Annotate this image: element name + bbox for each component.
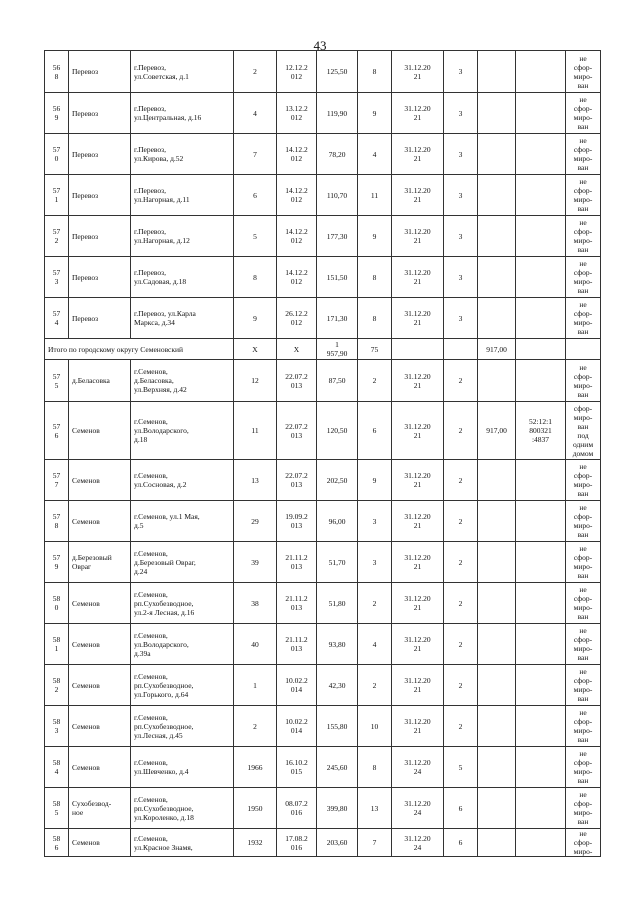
total-status-cell (566, 339, 601, 360)
table-row (45, 829, 601, 857)
residents-cell: 8 (358, 747, 392, 788)
row-number-cell: 58 0 (45, 583, 69, 624)
cadastral-cell (516, 51, 566, 93)
cadastral-cell (516, 829, 566, 857)
value-cell (478, 360, 516, 402)
number-cell: 5 (234, 216, 277, 257)
status-cell: не сфор- миро- ван (566, 747, 601, 788)
status-cell: не сфор- миро- ван (566, 788, 601, 829)
settlement-cell: д.Беласовка (69, 360, 131, 402)
row-number-cell: 58 2 (45, 665, 69, 706)
area-cell: 87,50 (317, 360, 358, 402)
date-cell: 21.11.2 013 (277, 624, 317, 665)
status-cell: не сфор- миро- ван (566, 624, 601, 665)
table-row (45, 460, 601, 501)
residents-cell: 9 (358, 460, 392, 501)
settlement-cell: Семенов (69, 706, 131, 747)
table-row (45, 624, 601, 665)
deadline-cell: 31.12.20 21 (392, 51, 444, 93)
area-cell: 51,70 (317, 542, 358, 583)
row-number-cell: 57 8 (45, 501, 69, 542)
date-cell: 10.02.2 014 (277, 665, 317, 706)
area-cell: 399,80 (317, 788, 358, 829)
deadline-cell: 31.12.20 21 (392, 583, 444, 624)
number-cell: 6 (234, 175, 277, 216)
stage-cell: 2 (444, 542, 478, 583)
area-cell: 96,00 (317, 501, 358, 542)
area-cell: 119,90 (317, 93, 358, 134)
address-cell: г.Семенов, ул.Володарского, д.18 (131, 402, 234, 460)
deadline-cell: 31.12.20 21 (392, 134, 444, 175)
table-row (45, 542, 601, 583)
cadastral-cell (516, 216, 566, 257)
status-cell: не сфор- миро- (566, 829, 601, 857)
date-cell: 19.09.2 013 (277, 501, 317, 542)
number-cell: 12 (234, 360, 277, 402)
address-cell: г.Семенов, ул.Красное Знамя, (131, 829, 234, 857)
value-cell (478, 829, 516, 857)
settlement-cell: Семенов (69, 402, 131, 460)
number-cell: 29 (234, 501, 277, 542)
value-cell: 917,00 (478, 402, 516, 460)
number-cell: 8 (234, 257, 277, 298)
area-cell: 151,50 (317, 257, 358, 298)
status-cell: не сфор- миро- ван (566, 51, 601, 93)
date-cell: 12.12.2 012 (277, 51, 317, 93)
status-cell: не сфор- миро- ван (566, 257, 601, 298)
number-cell: 9 (234, 298, 277, 339)
address-cell: г.Семенов, ул.Володарского, д.39а (131, 624, 234, 665)
deadline-cell: 31.12.20 21 (392, 542, 444, 583)
value-cell (478, 665, 516, 706)
table-row (45, 747, 601, 788)
row-number-cell: 57 9 (45, 542, 69, 583)
area-cell: 155,80 (317, 706, 358, 747)
cadastral-cell (516, 747, 566, 788)
deadline-cell: 31.12.20 21 (392, 257, 444, 298)
number-cell: 13 (234, 460, 277, 501)
date-cell: 22.07.2 013 (277, 360, 317, 402)
deadline-cell: 31.12.20 21 (392, 93, 444, 134)
deadline-cell: 31.12.20 24 (392, 747, 444, 788)
area-cell: 202,50 (317, 460, 358, 501)
residents-cell: 10 (358, 706, 392, 747)
deadline-cell: 31.12.20 21 (392, 501, 444, 542)
address-cell: г.Перевоз, ул.Нагорная, д.12 (131, 216, 234, 257)
deadline-cell: 31.12.20 21 (392, 360, 444, 402)
table-row (45, 501, 601, 542)
table-row (45, 93, 601, 134)
date-cell: 14.12.2 012 (277, 175, 317, 216)
residents-cell: 11 (358, 175, 392, 216)
total-row (45, 339, 601, 360)
value-cell (478, 298, 516, 339)
date-cell: 22.07.2 013 (277, 460, 317, 501)
residents-cell: 9 (358, 216, 392, 257)
table-body (45, 51, 601, 857)
deadline-cell: 31.12.20 21 (392, 175, 444, 216)
row-number-cell: 57 6 (45, 402, 69, 460)
address-cell: г.Семенов, рп.Сухобезводное, ул.Лесная, д.45 (131, 706, 234, 747)
status-cell: не сфор- миро- ван (566, 134, 601, 175)
table-row (45, 216, 601, 257)
value-cell (478, 706, 516, 747)
total-cadastral-cell (516, 339, 566, 360)
cadastral-cell (516, 298, 566, 339)
address-cell: г.Семенов, ул.Сосновая, д.2 (131, 460, 234, 501)
number-cell: 39 (234, 542, 277, 583)
settlement-cell: Перевоз (69, 51, 131, 93)
row-number-cell: 56 9 (45, 93, 69, 134)
date-cell: 14.12.2 012 (277, 216, 317, 257)
area-cell: 78,20 (317, 134, 358, 175)
address-cell: г.Семенов, рп.Сухобезводное, ул.Короленко, д.18 (131, 788, 234, 829)
area-cell: 110,70 (317, 175, 358, 216)
status-cell: не сфор- миро- ван (566, 583, 601, 624)
table-row (45, 134, 601, 175)
row-number-cell: 58 3 (45, 706, 69, 747)
value-cell (478, 624, 516, 665)
address-cell: г.Перевоз, ул.Нагорная, д.11 (131, 175, 234, 216)
date-cell: 13.12.2 012 (277, 93, 317, 134)
status-cell: не сфор- миро- ван (566, 665, 601, 706)
stage-cell: 5 (444, 747, 478, 788)
table-row (45, 51, 601, 93)
area-cell: 177,30 (317, 216, 358, 257)
row-number-cell: 57 2 (45, 216, 69, 257)
housing-table (44, 50, 601, 857)
number-cell: 1966 (234, 747, 277, 788)
value-cell (478, 788, 516, 829)
value-cell (478, 460, 516, 501)
area-cell: 203,60 (317, 829, 358, 857)
status-cell: не сфор- миро- ван (566, 360, 601, 402)
value-cell (478, 257, 516, 298)
address-cell: г.Перевоз, ул.Советская, д.1 (131, 51, 234, 93)
date-cell: 10.02.2 014 (277, 706, 317, 747)
address-cell: г.Перевоз, ул.Садовая, д.18 (131, 257, 234, 298)
date-cell: 14.12.2 012 (277, 257, 317, 298)
date-cell: 16.10.2 015 (277, 747, 317, 788)
row-number-cell: 58 5 (45, 788, 69, 829)
status-cell: не сфор- миро- ван (566, 93, 601, 134)
stage-cell: 2 (444, 706, 478, 747)
settlement-cell: Перевоз (69, 298, 131, 339)
total-date-cell: X (277, 339, 317, 360)
residents-cell: 2 (358, 583, 392, 624)
area-cell: 42,30 (317, 665, 358, 706)
settlement-cell: Перевоз (69, 134, 131, 175)
deadline-cell: 31.12.20 24 (392, 788, 444, 829)
cadastral-cell (516, 460, 566, 501)
area-cell: 171,30 (317, 298, 358, 339)
cadastral-cell (516, 583, 566, 624)
stage-cell: 3 (444, 298, 478, 339)
area-cell: 120,50 (317, 402, 358, 460)
value-cell (478, 51, 516, 93)
value-cell (478, 542, 516, 583)
settlement-cell: Семенов (69, 665, 131, 706)
cadastral-cell (516, 501, 566, 542)
cadastral-cell (516, 93, 566, 134)
cadastral-cell (516, 665, 566, 706)
total-deadline-cell (392, 339, 444, 360)
date-cell: 21.11.2 013 (277, 583, 317, 624)
stage-cell: 3 (444, 93, 478, 134)
stage-cell: 2 (444, 360, 478, 402)
deadline-cell: 31.12.20 21 (392, 460, 444, 501)
row-number-cell: 57 1 (45, 175, 69, 216)
deadline-cell: 31.12.20 21 (392, 665, 444, 706)
stage-cell: 3 (444, 134, 478, 175)
residents-cell: 8 (358, 257, 392, 298)
table-row (45, 402, 601, 460)
date-cell: 26.12.2 012 (277, 298, 317, 339)
date-cell: 08.07.2 016 (277, 788, 317, 829)
settlement-cell: Перевоз (69, 93, 131, 134)
address-cell: г.Перевоз, ул.Центральная, д.16 (131, 93, 234, 134)
table-row (45, 665, 601, 706)
number-cell: 1950 (234, 788, 277, 829)
settlement-cell: Перевоз (69, 216, 131, 257)
row-number-cell: 58 1 (45, 624, 69, 665)
status-cell: не сфор- миро- ван (566, 706, 601, 747)
area-cell: 51,80 (317, 583, 358, 624)
settlement-cell: Семенов (69, 501, 131, 542)
deadline-cell: 31.12.20 21 (392, 624, 444, 665)
date-cell: 21.11.2 013 (277, 542, 317, 583)
number-cell: 1932 (234, 829, 277, 857)
row-number-cell: 57 4 (45, 298, 69, 339)
deadline-cell: 31.12.20 21 (392, 298, 444, 339)
deadline-cell: 31.12.20 24 (392, 829, 444, 857)
value-cell (478, 93, 516, 134)
number-cell: 1 (234, 665, 277, 706)
cadastral-cell (516, 175, 566, 216)
number-cell: 7 (234, 134, 277, 175)
row-number-cell: 58 6 (45, 829, 69, 857)
status-cell: не сфор- миро- ван (566, 298, 601, 339)
status-cell: не сфор- миро- ван (566, 501, 601, 542)
stage-cell: 6 (444, 829, 478, 857)
stage-cell: 2 (444, 460, 478, 501)
page-number: 43 (313, 38, 327, 53)
cadastral-cell (516, 257, 566, 298)
cadastral-cell (516, 542, 566, 583)
deadline-cell: 31.12.20 21 (392, 402, 444, 460)
stage-cell: 2 (444, 665, 478, 706)
residents-cell: 3 (358, 501, 392, 542)
status-cell: не сфор- миро- ван (566, 216, 601, 257)
address-cell: г.Семенов, д.Беласовка, ул.Верхняя, д.42 (131, 360, 234, 402)
stage-cell: 2 (444, 583, 478, 624)
residents-cell: 9 (358, 93, 392, 134)
value-cell (478, 583, 516, 624)
settlement-cell: Перевоз (69, 175, 131, 216)
settlement-cell: д.Березовый Овраг (69, 542, 131, 583)
stage-cell: 2 (444, 624, 478, 665)
table-row (45, 583, 601, 624)
residents-cell: 7 (358, 829, 392, 857)
address-cell: г.Семенов, д.Березовый Овраг, д.24 (131, 542, 234, 583)
date-cell: 14.12.2 012 (277, 134, 317, 175)
total-area-cell: 1 957,90 (317, 339, 358, 360)
address-cell: г.Перевоз, ул.Карла Маркса, д.34 (131, 298, 234, 339)
row-number-cell: 57 0 (45, 134, 69, 175)
table-row (45, 788, 601, 829)
settlement-cell: Семенов (69, 829, 131, 857)
number-cell: 2 (234, 51, 277, 93)
deadline-cell: 31.12.20 21 (392, 216, 444, 257)
number-cell: 2 (234, 706, 277, 747)
residents-cell: 2 (358, 360, 392, 402)
settlement-cell: Семенов (69, 747, 131, 788)
stage-cell: 2 (444, 402, 478, 460)
area-cell: 93,80 (317, 624, 358, 665)
total-number-cell: X (234, 339, 277, 360)
stage-cell: 3 (444, 257, 478, 298)
number-cell: 40 (234, 624, 277, 665)
table-row (45, 360, 601, 402)
date-cell: 17.08.2 016 (277, 829, 317, 857)
address-cell: г.Семенов, ул.Шевченко, д.4 (131, 747, 234, 788)
value-cell (478, 501, 516, 542)
cadastral-cell (516, 788, 566, 829)
status-cell: не сфор- миро- ван (566, 460, 601, 501)
value-cell (478, 747, 516, 788)
residents-cell: 8 (358, 51, 392, 93)
area-cell: 125,50 (317, 51, 358, 93)
residents-cell: 13 (358, 788, 392, 829)
residents-cell: 8 (358, 298, 392, 339)
stage-cell: 6 (444, 788, 478, 829)
value-cell (478, 134, 516, 175)
address-cell: г.Семенов, рп.Сухобезводное, ул.2-я Лесная, д.16 (131, 583, 234, 624)
number-cell: 38 (234, 583, 277, 624)
stage-cell: 3 (444, 51, 478, 93)
settlement-cell: Сухобезвод- ное (69, 788, 131, 829)
residents-cell: 3 (358, 542, 392, 583)
stage-cell: 2 (444, 501, 478, 542)
total-residents-cell: 75 (358, 339, 392, 360)
row-number-cell: 57 7 (45, 460, 69, 501)
total-label: Итого по городскому округу Семеновский (45, 339, 234, 360)
cadastral-cell (516, 360, 566, 402)
table-row (45, 175, 601, 216)
residents-cell: 6 (358, 402, 392, 460)
settlement-cell: Семенов (69, 583, 131, 624)
settlement-cell: Перевоз (69, 257, 131, 298)
number-cell: 4 (234, 93, 277, 134)
residents-cell: 2 (358, 665, 392, 706)
row-number-cell: 58 4 (45, 747, 69, 788)
cadastral-cell (516, 134, 566, 175)
table-row (45, 257, 601, 298)
value-cell (478, 216, 516, 257)
status-cell: сфор- миро- ван под одним домом (566, 402, 601, 460)
settlement-cell: Семенов (69, 460, 131, 501)
row-number-cell: 57 5 (45, 360, 69, 402)
status-cell: не сфор- миро- ван (566, 542, 601, 583)
settlement-cell: Семенов (69, 624, 131, 665)
table-row (45, 706, 601, 747)
table-row (45, 298, 601, 339)
residents-cell: 4 (358, 624, 392, 665)
address-cell: г.Семенов, ул.1 Мая, д.5 (131, 501, 234, 542)
value-cell (478, 175, 516, 216)
cadastral-cell (516, 624, 566, 665)
area-cell: 245,60 (317, 747, 358, 788)
total-value-cell: 917,00 (478, 339, 516, 360)
number-cell: 11 (234, 402, 277, 460)
status-cell: не сфор- миро- ван (566, 175, 601, 216)
row-number-cell: 56 8 (45, 51, 69, 93)
address-cell: г.Семенов, рп.Сухобезводное, ул.Горького, д.64 (131, 665, 234, 706)
cadastral-cell (516, 706, 566, 747)
deadline-cell: 31.12.20 21 (392, 706, 444, 747)
stage-cell: 3 (444, 175, 478, 216)
residents-cell: 4 (358, 134, 392, 175)
address-cell: г.Перевоз, ул.Кирова, д.52 (131, 134, 234, 175)
date-cell: 22.07.2 013 (277, 402, 317, 460)
stage-cell: 3 (444, 216, 478, 257)
total-stage-cell (444, 339, 478, 360)
cadastral-cell: 52:12:1 800321 :4837 (516, 402, 566, 460)
row-number-cell: 57 3 (45, 257, 69, 298)
